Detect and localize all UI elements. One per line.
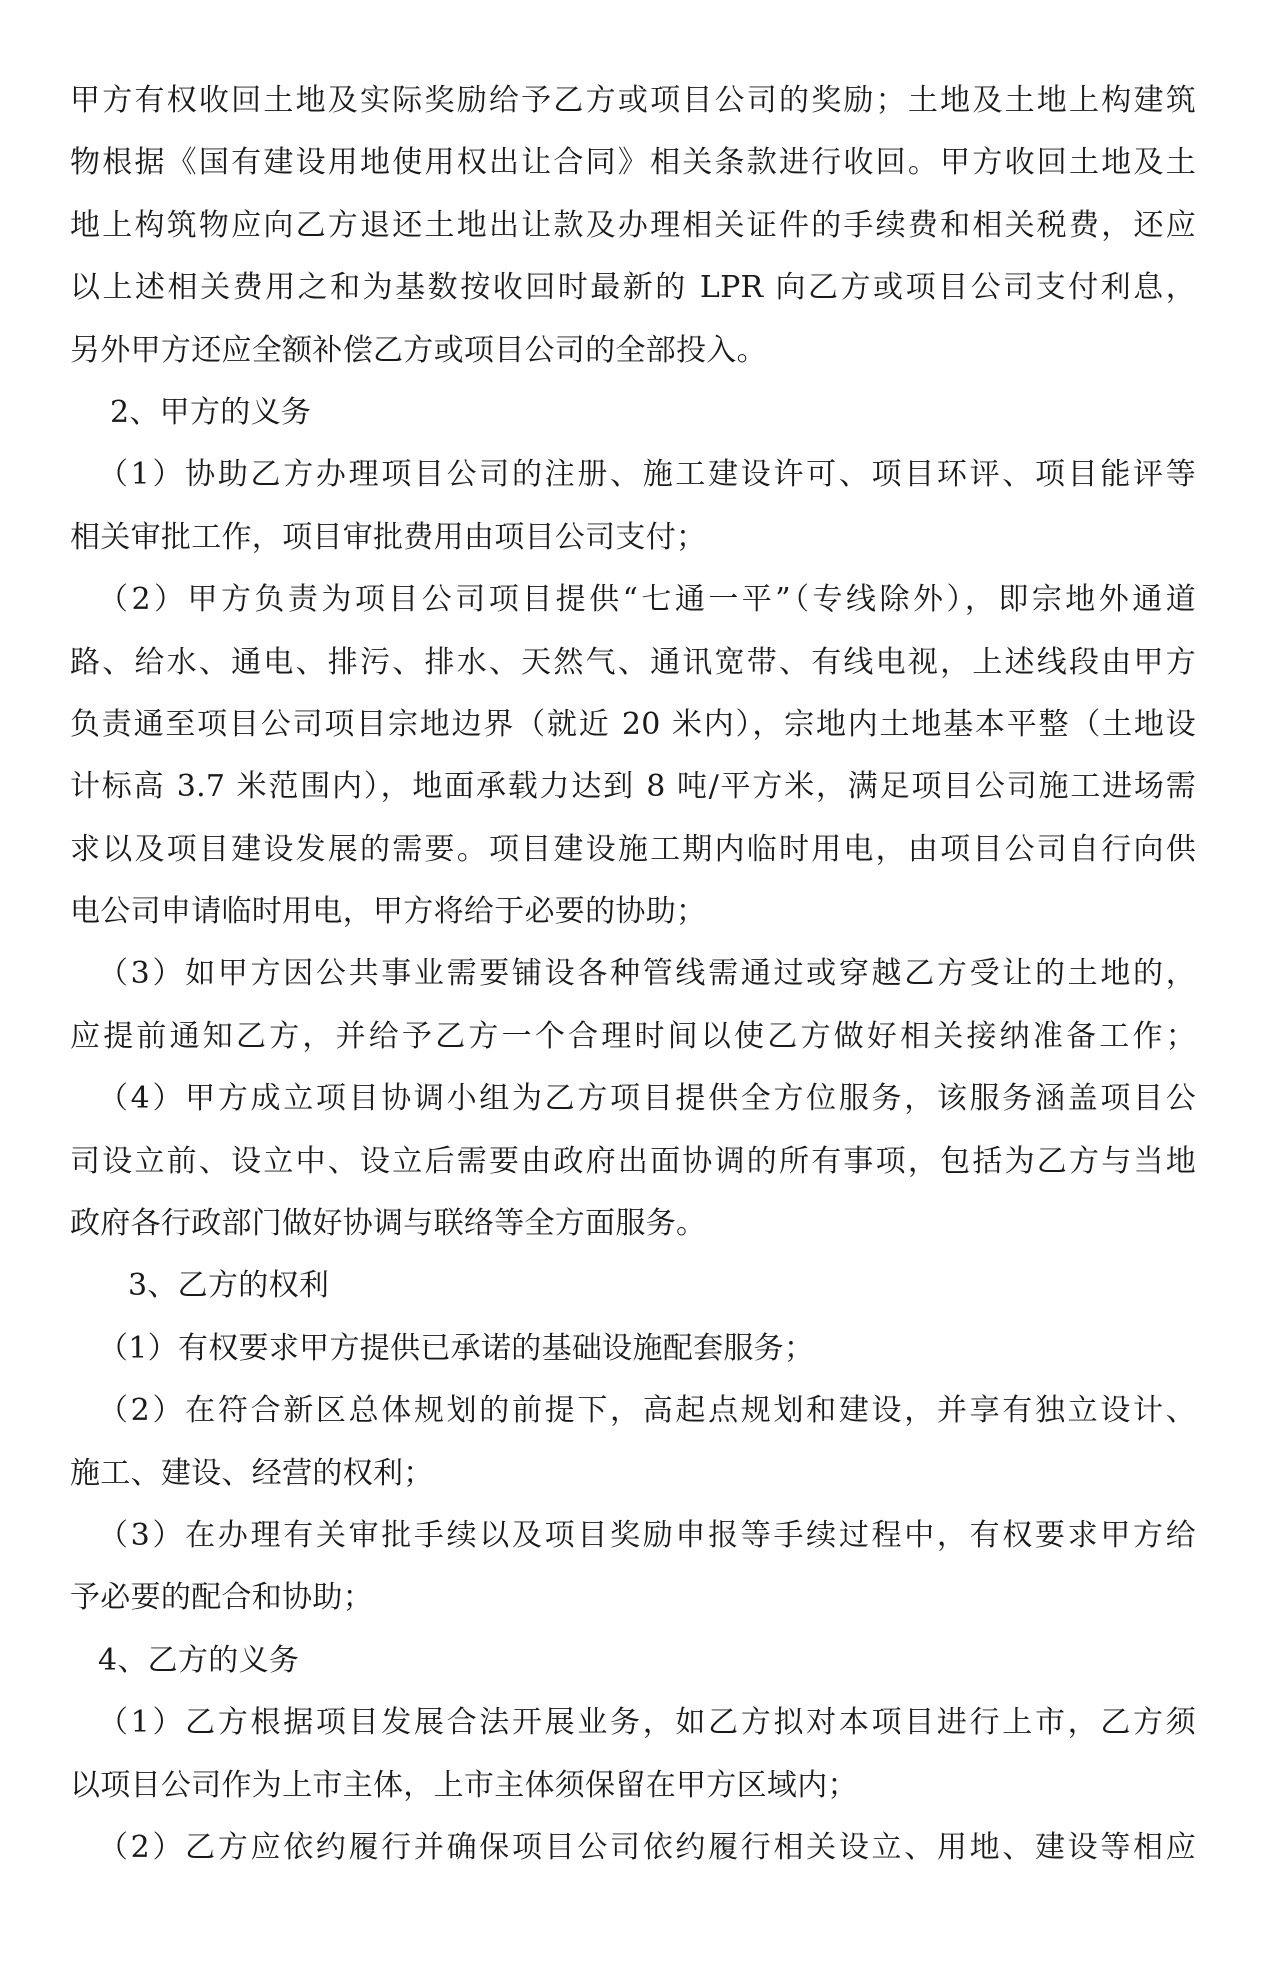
text-line: （3）在办理有关审批手续以及项目奖励申报等手续过程中，有权要求甲方给 (98, 1517, 1196, 1553)
text-line: 司设立前、设立中、设立后需要由政府出面协调的所有事项，包括为乙方与当地 (70, 1143, 1196, 1179)
section-heading: 2、甲方的义务 (110, 394, 312, 430)
text-line: （2）乙方应依约履行并确保项目公司依约履行相关设立、用地、建设等相应 (98, 1829, 1196, 1865)
text-line: （1）有权要求甲方提供已承诺的基础设施配套服务； (98, 1330, 815, 1366)
text-line: 电公司申请临时用电，甲方将给于必要的协助； (70, 894, 707, 930)
text-line: 相关审批工作，项目审批费用由项目公司支付； (70, 519, 707, 555)
text-line: （1）乙方根据项目发展合法开展业务，如乙方拟对本项目进行上市，乙方须 (98, 1705, 1196, 1741)
text-line: 另外甲方还应全额补偿乙方或项目公司的全部投入。 (70, 332, 767, 368)
text-line: （2）在符合新区总体规划的前提下，高起点规划和建设，并享有独立设计、 (98, 1393, 1196, 1429)
text-line: 施工、建设、经营的权利； (70, 1455, 434, 1491)
text-line: （3）如甲方因公共事业需要铺设各种管线需通过或穿越乙方受让的土地的， (98, 956, 1196, 992)
section-heading: 4、乙方的义务 (98, 1642, 300, 1678)
text-line: （1）协助乙方办理项目公司的注册、施工建设许可、项目环评、项目能评等 (98, 457, 1196, 493)
text-line: （2）甲方负责为项目公司项目提供“七通一平”（专线除外），即宗地外通道 (98, 582, 1196, 618)
text-line: 应提前通知乙方，并给予乙方一个合理时间以使乙方做好相关接纳准备工作； (70, 1018, 1196, 1054)
text-line: 计标高 3.7 米范围内），地面承载力达到 8 吨/平方米，满足项目公司施工进场需 (70, 769, 1196, 805)
text-line: 负责通至项目公司项目宗地边界（就近 20 米内），宗地内土地基本平整（土地设 (70, 706, 1196, 742)
section-heading: 3、乙方的权利 (128, 1268, 330, 1304)
text-line: 甲方有权收回土地及实际奖励给予乙方或项目公司的奖励；土地及土地上构建筑 (70, 83, 1196, 118)
text-line: 政府各行政部门做好协调与联络等全方面服务。 (70, 1206, 707, 1242)
text-line: 予必要的配合和协助； (70, 1580, 373, 1616)
text-line: 以上述相关费用之和为基数按收回时最新的 LPR 向乙方或项目公司支付利息， (70, 270, 1196, 306)
text-line: 求以及项目建设发展的需要。项目建设施工期内临时用电，由项目公司自行向供 (70, 831, 1196, 867)
text-line: 物根据《国有建设用地使用权出让合同》相关条款进行收回。甲方收回土地及土 (70, 145, 1196, 181)
text-line: 路、给水、通电、排污、排水、天然气、通讯宽带、有线电视，上述线段由甲方 (70, 644, 1196, 680)
text-line: 地上构筑物应向乙方退还土地出让款及办理相关证件的手续费和相关税费，还应 (70, 207, 1196, 243)
text-line: 以项目公司作为上市主体，上市主体须保留在甲方区域内； (70, 1767, 858, 1803)
text-line: （4）甲方成立项目协调小组为乙方项目提供全方位服务，该服务涵盖项目公 (98, 1081, 1196, 1117)
